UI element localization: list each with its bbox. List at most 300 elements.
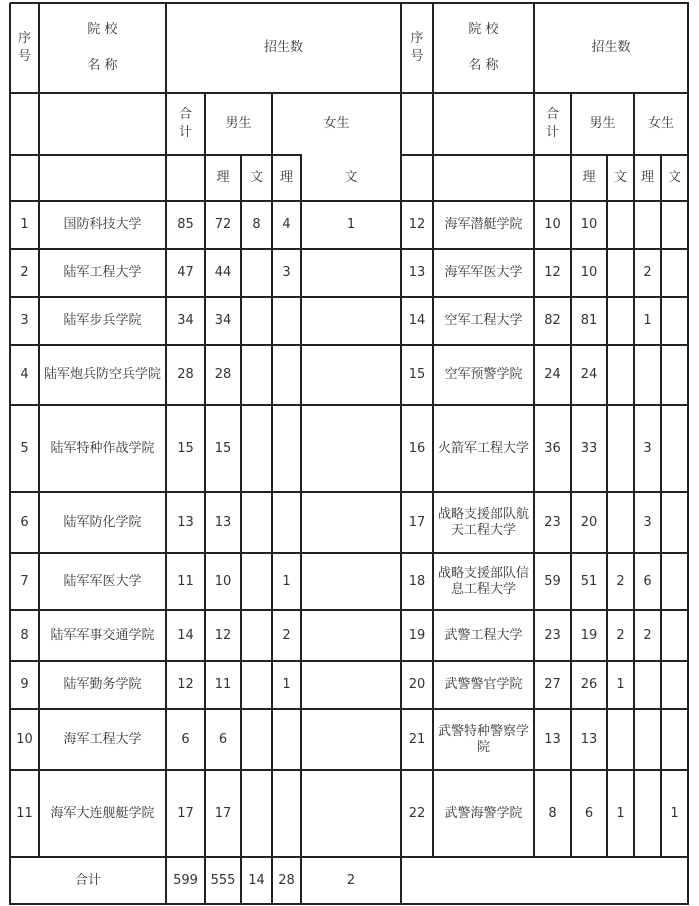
left-row-name (39, 770, 166, 857)
right-row-total-text: 13 (544, 731, 561, 747)
right-row-f_arts (661, 345, 688, 405)
left-row-name-text: 陆军军事交通学院 (50, 627, 155, 643)
left-row-f_arts (301, 249, 401, 297)
left-row-m_arts (241, 492, 272, 553)
left-row-total (166, 345, 205, 405)
right-row-f_arts-text: 1 (670, 805, 679, 821)
right-row-name (433, 492, 534, 553)
left-row-f_sci (272, 492, 301, 553)
left-row-name-text: 陆军特种作战学院 (50, 440, 155, 456)
left-row-f_arts-text: 1 (346, 217, 356, 232)
right-header-female-arts-text: 文 (667, 170, 681, 185)
right-row-name (433, 297, 534, 345)
left-header-male-arts-text: 文 (249, 170, 263, 185)
right-row-m_sci (571, 201, 607, 249)
left-row-f_sci (272, 345, 301, 405)
right-row-f_sci-text: 2 (643, 265, 652, 280)
right-row-m_arts (607, 405, 634, 492)
right-row-f_arts (661, 661, 688, 709)
right-row-name (433, 345, 534, 405)
left-row-f_arts (301, 297, 401, 345)
left-row-f_arts (301, 770, 401, 857)
right-row-m_arts-text: 2 (616, 573, 625, 589)
left-row-total (166, 405, 205, 492)
left-header-seq (10, 3, 39, 93)
right-row-total (534, 770, 571, 857)
left-row-name-text: 陆军炮兵防空兵学院 (43, 367, 161, 382)
right-row-total-text: 12 (544, 265, 561, 280)
right-row-total-text: 59 (544, 573, 561, 589)
left-row-f_sci-text: 3 (282, 265, 291, 280)
right-row-no-text: 15 (408, 367, 426, 382)
left-row-name-text: 国防科技大学 (63, 217, 142, 232)
right-row-m_sci-text: 10 (580, 217, 598, 232)
right-row-m_sci-text: 13 (580, 731, 598, 747)
right-row-f_sci (634, 345, 661, 405)
right-row-no-text: 20 (408, 677, 426, 692)
left-row-no-text: 6 (20, 514, 29, 530)
left-header-female (272, 93, 401, 155)
left-row-f_sci (272, 249, 301, 297)
right-header-male-arts-text: 文 (613, 170, 627, 185)
right-header-school (433, 3, 534, 93)
left-row-name-text: 陆军军医大学 (63, 573, 142, 589)
right-row-f_sci (634, 297, 661, 345)
right-row-name-text: 战略支援部队航天工程大学 (437, 506, 529, 538)
right-row-f_arts (661, 249, 688, 297)
left-row-name (39, 249, 166, 297)
left-row-f_sci (272, 610, 301, 661)
right-row-no-text: 12 (408, 217, 426, 232)
right-row-no (401, 709, 433, 770)
left-row-total-text: 6 (181, 731, 190, 747)
right-row-m_sci-text: 10 (580, 265, 598, 280)
right-row-f_arts (661, 610, 688, 661)
left-row-name (39, 553, 166, 610)
right-header-male-text: 男生 (589, 116, 616, 131)
left-row-f_sci (272, 297, 301, 345)
left-row-m_sci-text: 15 (214, 440, 232, 456)
left-header-school-line: 名 称 (87, 58, 118, 73)
right-header-male-sci-text: 理 (582, 170, 596, 185)
right-row-f_arts (661, 553, 688, 610)
left-row-m_sci (205, 297, 241, 345)
right-row-total-text: 8 (548, 805, 557, 821)
right-row-no-text: 14 (408, 313, 426, 328)
right-row-f_sci (634, 201, 661, 249)
right-row-total (534, 610, 571, 661)
left-row-total (166, 249, 205, 297)
right-header-male (571, 93, 634, 155)
left-row-f_sci (272, 709, 301, 770)
totals-male-sci-text: 555 (210, 872, 236, 888)
right-row-m_sci (571, 297, 607, 345)
right-row-m_sci-text: 6 (584, 805, 594, 821)
left-row-m_sci (205, 249, 241, 297)
right-row-m_arts-text: 2 (616, 627, 625, 643)
left-row-name-text: 海军大连舰艇学院 (50, 805, 155, 821)
left-header-school-line: 院 校 (87, 22, 118, 37)
right-row-m_sci-text: 19 (580, 627, 598, 643)
left-row-m_sci (205, 201, 241, 249)
right-header-enroll (534, 3, 688, 93)
left-row-m_sci (205, 553, 241, 610)
left-row-m_arts (241, 201, 272, 249)
right-header-school-line: 名 称 (468, 58, 499, 73)
right-row-f_sci-text: 6 (643, 573, 652, 589)
right-row-f_sci-text: 2 (643, 627, 652, 643)
right-row-no-text: 13 (408, 265, 426, 280)
left-row-m_sci-text: 6 (218, 731, 228, 747)
left-row-m_sci-text: 12 (214, 627, 232, 643)
left-row-no-text: 10 (16, 731, 33, 747)
right-row-m_sci (571, 249, 607, 297)
right-row-total (534, 345, 571, 405)
right-header-female-arts (661, 155, 688, 201)
right-header-seq-line: 序号 (410, 31, 424, 64)
left-row-f_sci (272, 405, 301, 492)
left-row-total (166, 201, 205, 249)
right-row-m_arts (607, 709, 634, 770)
totals-label-text: 合计 (74, 872, 101, 888)
left-row-total-text: 12 (177, 677, 194, 692)
totals-female-arts-text: 2 (346, 872, 356, 888)
left-row-total-text: 11 (177, 573, 194, 589)
left-row-total (166, 610, 205, 661)
left-row-m_arts (241, 249, 272, 297)
left-row-no-text: 9 (20, 677, 29, 692)
right-row-m_sci (571, 770, 607, 857)
left-row-no-text: 8 (20, 627, 29, 643)
table-border-line (10, 154, 167, 155)
right-header-male-arts (607, 155, 634, 201)
totals-total (166, 857, 205, 904)
left-row-name-text: 陆军步兵学院 (63, 313, 142, 328)
left-row-no-text: 7 (20, 573, 29, 589)
right-row-f_sci (634, 553, 661, 610)
right-row-name (433, 770, 534, 857)
left-row-no (10, 610, 39, 661)
right-row-f_sci (634, 492, 661, 553)
right-row-f_arts (661, 405, 688, 492)
right-row-name-text: 空军预警学院 (444, 367, 523, 382)
right-row-no (401, 610, 433, 661)
left-row-name (39, 405, 166, 492)
right-row-name-text: 海军潜艇学院 (444, 217, 523, 232)
left-header-enroll-text: 招生数 (263, 40, 303, 55)
right-row-f_sci (634, 405, 661, 492)
right-row-name-text: 武警工程大学 (444, 627, 523, 643)
right-row-total (534, 709, 571, 770)
left-header-male-arts (241, 155, 272, 201)
left-row-m_sci-text: 44 (214, 265, 232, 280)
right-row-no-text: 19 (408, 627, 426, 643)
right-row-m_sci (571, 405, 607, 492)
left-row-total (166, 661, 205, 709)
left-row-name-text: 陆军防化学院 (63, 514, 142, 530)
table-border-line (401, 154, 535, 155)
right-row-no-text: 21 (408, 731, 426, 747)
right-row-name-text: 武警海警学院 (444, 805, 523, 821)
left-header-total (166, 93, 205, 155)
right-row-m_sci (571, 610, 607, 661)
left-row-name-text: 陆军工程大学 (63, 265, 142, 280)
right-row-name (433, 553, 534, 610)
right-row-m_sci-text: 20 (580, 514, 598, 530)
right-header-total-text: 合计 (545, 107, 559, 140)
left-row-no (10, 345, 39, 405)
left-row-no (10, 249, 39, 297)
right-row-no-text: 22 (408, 805, 426, 821)
right-row-name-text: 空军工程大学 (444, 313, 523, 328)
left-header-male (205, 93, 272, 155)
left-row-m_arts-text: 8 (252, 217, 261, 232)
right-row-f_arts (661, 297, 688, 345)
right-row-m_arts (607, 553, 634, 610)
left-row-no (10, 661, 39, 709)
right-row-name-text: 武警特种警察学院 (437, 723, 529, 755)
right-row-no-text: 17 (408, 514, 426, 530)
right-row-total-text: 23 (544, 514, 561, 530)
left-row-name (39, 492, 166, 553)
right-row-m_arts (607, 661, 634, 709)
left-row-m_arts (241, 610, 272, 661)
left-row-total (166, 553, 205, 610)
left-row-no-text: 4 (20, 367, 29, 382)
right-row-f_sci (634, 610, 661, 661)
right-row-no (401, 249, 433, 297)
totals-female-sci-text: 28 (278, 872, 295, 888)
left-header-male-text: 男生 (225, 116, 252, 131)
right-row-total (534, 661, 571, 709)
left-row-name (39, 661, 166, 709)
left-header-total-text: 合计 (178, 107, 192, 140)
right-row-name (433, 709, 534, 770)
left-row-total-text: 34 (177, 313, 194, 328)
totals-female-sci (272, 857, 301, 904)
left-row-m_sci (205, 661, 241, 709)
left-row-m_sci (205, 610, 241, 661)
left-header-male-sci-text: 理 (216, 170, 230, 185)
left-row-m_sci-text: 17 (214, 805, 232, 821)
left-header-female-arts (301, 155, 401, 201)
right-header-school-line: 院 校 (468, 22, 499, 37)
right-row-m_sci (571, 345, 607, 405)
right-row-f_arts (661, 492, 688, 553)
right-row-m_arts (607, 249, 634, 297)
left-row-f_arts (301, 345, 401, 405)
right-row-m_sci-text: 51 (580, 573, 598, 589)
left-row-m_arts (241, 345, 272, 405)
right-row-m_arts-text: 1 (616, 677, 625, 692)
left-row-m_sci (205, 770, 241, 857)
right-row-total-text: 10 (544, 217, 561, 232)
left-row-name (39, 345, 166, 405)
right-row-f_arts (661, 709, 688, 770)
right-row-total-text: 24 (544, 367, 561, 382)
left-row-no-text: 5 (20, 440, 29, 456)
left-row-total (166, 297, 205, 345)
right-row-m_sci-text: 33 (580, 440, 598, 456)
left-row-f_arts (301, 201, 401, 249)
left-row-no-text: 11 (16, 805, 33, 821)
left-row-total (166, 770, 205, 857)
left-row-f_sci-text: 1 (282, 573, 291, 589)
right-row-no (401, 405, 433, 492)
left-header-female-sci (272, 155, 301, 201)
right-row-m_arts (607, 770, 634, 857)
right-header-total (534, 93, 571, 155)
totals-total-text: 599 (173, 872, 198, 888)
left-row-f_sci-text: 2 (282, 627, 291, 643)
right-row-name-text: 火箭军工程大学 (437, 440, 529, 456)
right-row-m_sci (571, 709, 607, 770)
left-row-name (39, 610, 166, 661)
left-row-m_sci (205, 405, 241, 492)
right-row-no (401, 345, 433, 405)
totals-male-arts (241, 857, 272, 904)
left-row-no (10, 297, 39, 345)
right-row-m_sci-text: 81 (580, 313, 598, 328)
left-row-m_sci-text: 72 (214, 217, 232, 232)
left-row-m_sci (205, 345, 241, 405)
left-row-f_sci (272, 201, 301, 249)
left-row-m_sci-text: 13 (214, 514, 232, 530)
left-header-enroll (166, 3, 401, 93)
right-row-no (401, 201, 433, 249)
left-row-m_sci-text: 11 (214, 677, 232, 692)
left-row-total-text: 17 (177, 805, 194, 821)
left-row-m_arts (241, 553, 272, 610)
totals-female-arts (301, 857, 401, 904)
left-row-total-text: 85 (177, 217, 194, 232)
left-row-total-text: 28 (177, 367, 194, 382)
right-row-f_sci-text: 3 (643, 440, 652, 456)
totals-male-arts-text: 14 (248, 872, 265, 888)
right-header-female-text: 女生 (647, 116, 674, 131)
left-row-f_arts (301, 405, 401, 492)
right-row-name-text: 战略支援部队信息工程大学 (437, 565, 529, 597)
left-row-name (39, 297, 166, 345)
left-row-m_arts (241, 405, 272, 492)
left-row-f_sci (272, 661, 301, 709)
right-row-m_arts-text: 1 (616, 805, 625, 821)
left-row-m_sci (205, 709, 241, 770)
left-row-f_arts (301, 492, 401, 553)
right-row-total (534, 249, 571, 297)
right-header-male-sci (571, 155, 607, 201)
right-row-total (534, 201, 571, 249)
left-row-f_arts (301, 661, 401, 709)
left-row-no-text: 1 (20, 217, 29, 232)
left-row-f_sci-text: 4 (282, 217, 291, 232)
right-row-no (401, 770, 433, 857)
right-row-m_sci-text: 26 (580, 677, 598, 692)
right-header-enroll-text: 招生数 (591, 40, 631, 55)
left-header-female-sci-text: 理 (279, 170, 293, 185)
left-row-f_arts (301, 553, 401, 610)
left-row-m_arts (241, 297, 272, 345)
right-row-total-text: 36 (544, 440, 561, 456)
left-row-f_sci (272, 553, 301, 610)
left-header-female-arts-text: 文 (344, 170, 358, 185)
right-row-name (433, 249, 534, 297)
right-row-m_sci (571, 492, 607, 553)
right-row-f_sci (634, 661, 661, 709)
right-row-total-text: 82 (544, 313, 561, 328)
left-row-total-text: 13 (177, 514, 194, 530)
right-row-f_sci (634, 770, 661, 857)
right-row-f_sci (634, 249, 661, 297)
left-row-m_arts (241, 709, 272, 770)
right-row-no (401, 297, 433, 345)
totals-label (10, 857, 166, 904)
left-header-female-text: 女生 (323, 116, 350, 131)
left-row-no (10, 201, 39, 249)
left-row-f_arts (301, 610, 401, 661)
left-row-f_arts (301, 709, 401, 770)
right-row-name-text: 武警警官学院 (444, 677, 523, 692)
right-header-seq (401, 3, 433, 93)
right-row-no (401, 492, 433, 553)
totals-male-sci (205, 857, 241, 904)
left-row-name-text: 海军工程大学 (63, 731, 142, 747)
right-row-total (534, 405, 571, 492)
right-row-name (433, 405, 534, 492)
left-row-m_sci-text: 28 (214, 367, 232, 382)
left-row-no (10, 709, 39, 770)
right-row-no (401, 553, 433, 610)
right-row-m_arts (607, 345, 634, 405)
right-row-no-text: 18 (408, 573, 426, 589)
right-row-f_sci-text: 1 (643, 313, 652, 328)
right-row-total-text: 23 (544, 627, 561, 643)
right-row-m_arts (607, 610, 634, 661)
left-header-male-sci (205, 155, 241, 201)
right-header-female (634, 93, 688, 155)
right-row-total-text: 27 (544, 677, 561, 692)
left-row-name-text: 陆军勤务学院 (63, 677, 142, 692)
left-row-no (10, 405, 39, 492)
right-row-name (433, 201, 534, 249)
right-row-m_sci-text: 24 (580, 367, 598, 382)
right-row-total (534, 492, 571, 553)
right-row-m_sci (571, 661, 607, 709)
right-header-female-sci-text: 理 (640, 170, 654, 185)
left-row-total (166, 709, 205, 770)
left-row-m_sci-text: 34 (214, 313, 232, 328)
left-row-f_sci (272, 770, 301, 857)
right-row-name (433, 610, 534, 661)
left-row-name (39, 201, 166, 249)
right-row-name-text: 海军军医大学 (444, 265, 523, 280)
left-row-total-text: 47 (177, 265, 194, 280)
left-row-no (10, 553, 39, 610)
right-row-m_arts (607, 297, 634, 345)
left-row-m_sci (205, 492, 241, 553)
left-row-total-text: 14 (177, 627, 194, 643)
right-row-no (401, 661, 433, 709)
left-row-m_arts (241, 770, 272, 857)
right-row-f_sci-text: 3 (643, 514, 652, 530)
left-row-no-text: 3 (20, 313, 29, 328)
left-row-m_arts (241, 661, 272, 709)
left-row-total-text: 15 (177, 440, 194, 456)
left-header-seq-line: 序号 (17, 31, 31, 64)
right-row-f_arts (661, 770, 688, 857)
right-header-female-sci (634, 155, 661, 201)
left-row-no (10, 492, 39, 553)
